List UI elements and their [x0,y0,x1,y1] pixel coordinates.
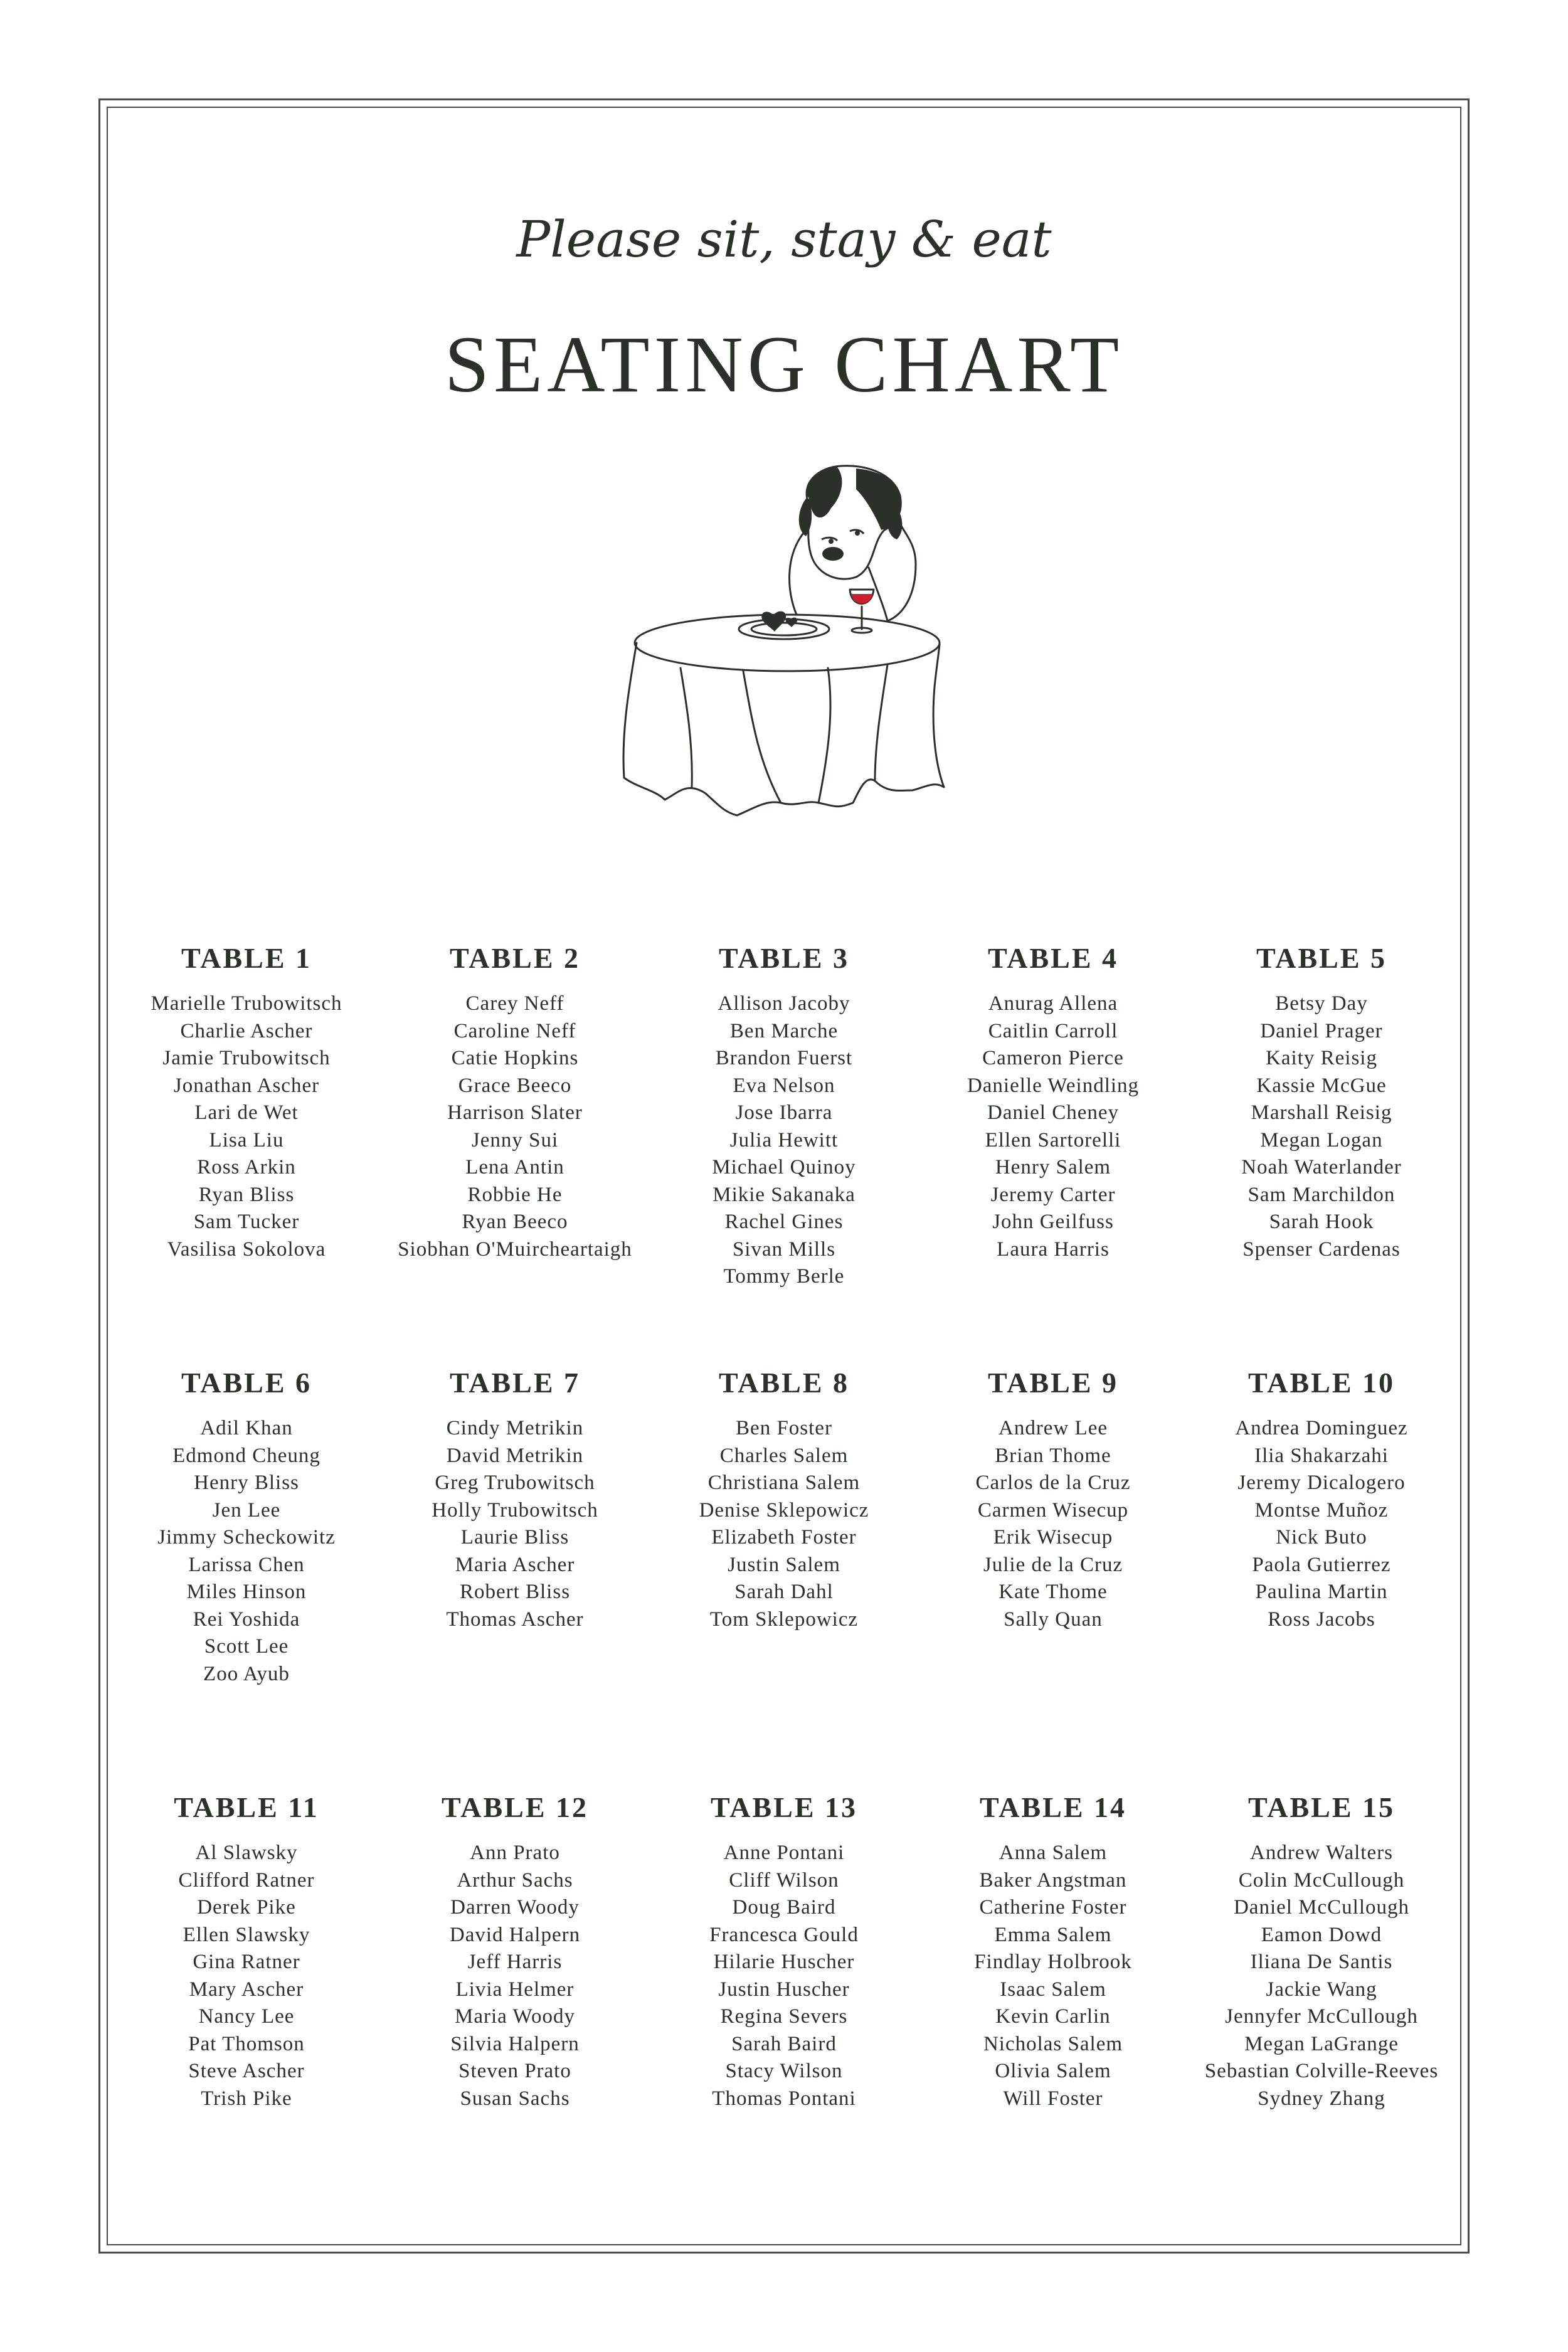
guest-list [380,990,650,1263]
guest-name: Anne Pontani [723,1841,845,1864]
guest-name: David Metrikin [446,1444,584,1467]
table-11 [112,1788,381,2112]
page-title: SEATING CHART [444,320,1124,409]
guest-name: Jose Ibarra [735,1101,833,1124]
guest-name: Marshall Reisig [1251,1101,1392,1124]
guest-name: Erik Wisecup [993,1526,1113,1549]
guest-name: Paola Gutierrez [1252,1553,1391,1576]
guest-name: Noah Waterlander [1241,1156,1402,1179]
guest-name: Carmen Wisecup [977,1498,1129,1522]
guest-name: Carey Neff [465,992,564,1015]
guest-name: Silvia Halpern [450,2032,580,2055]
table-9 [918,1364,1188,1633]
guest-name: Susan Sachs [460,2087,570,2110]
guest-name: Pat Thomson [188,2032,305,2055]
guest-name: Eva Nelson [733,1074,835,1097]
guest-name: Grace Beeco [458,1074,572,1097]
guest-name: Kevin Carlin [995,2005,1111,2028]
guest-name: Thomas Pontani [712,2087,856,2110]
guest-name: Megan LaGrange [1244,2032,1399,2055]
guest-name: Nick Buto [1276,1526,1367,1549]
guest-list [649,1415,919,1633]
guest-name: Sally Quan [1004,1608,1103,1631]
guest-list [380,1840,650,2112]
table-2 [380,939,650,1263]
guest-name: Zoo Ayub [203,1662,290,1685]
guest-name: Arthur Sachs [457,1868,573,1892]
guest-name: Sivan Mills [732,1237,836,1261]
guest-name: Ryan Beeco [462,1210,568,1233]
guest-list [112,1840,381,2112]
guest-name: Sarah Baird [731,2032,837,2055]
table-heading: TABLE 13 [710,1791,858,1823]
guest-list [380,1415,650,1633]
guest-name: Jeff Harris [467,1951,563,1973]
guest-name: Rei Yoshida [193,1608,300,1631]
guest-name: Ben Foster [736,1417,832,1439]
guest-name: Robbie He [467,1183,563,1206]
guest-name: Lari de Wet [194,1101,299,1124]
guest-name: Clifford Ratner [178,1868,315,1892]
guest-name: Maria Woody [455,2005,575,2028]
guest-name: Holly Trubowitsch [432,1498,598,1522]
guest-name: Steve Ascher [188,2060,305,2082]
guest-name: Robert Bliss [459,1581,571,1603]
guest-name: Justin Salem [728,1553,840,1576]
guest-name: Siobhan O'Muircheartaigh [398,1237,632,1261]
table-heading: TABLE 10 [1248,1367,1396,1399]
table-heading: TABLE 8 [718,1367,850,1399]
guest-name: Anurag Allena [988,992,1118,1015]
guest-name: David Halpern [449,1923,581,1946]
guest-name: Jamie Trubowitsch [162,1047,331,1069]
guest-name: Laurie Bliss [460,1526,569,1549]
guest-name: Trish Pike [201,2087,292,2110]
guest-name: John Geilfuss [992,1210,1114,1233]
guest-name: Jimmy Scheckowitz [157,1526,336,1549]
guest-name: Christiana Salem [707,1471,861,1494]
guest-name: Catherine Foster [979,1896,1127,1919]
guest-name: Olivia Salem [995,2060,1111,2082]
guest-name: Sam Tucker [193,1210,300,1233]
table-12 [380,1788,650,2112]
guest-name: Edmond Cheung [172,1444,320,1467]
guest-name: Kaity Reisig [1266,1047,1377,1069]
table-heading: TABLE 1 [181,942,312,974]
guest-name: Caroline Neff [453,1019,576,1042]
table-6 [112,1364,381,1688]
guest-name: Findlay Holbrook [974,1951,1132,1973]
table-1 [112,939,381,1263]
table-heading: TABLE 5 [1256,942,1387,974]
guest-name: Miles Hinson [186,1581,307,1603]
table-heading: TABLE 3 [718,942,850,974]
guest-name: Sebastian Colville-Reeves [1204,2060,1439,2082]
guest-name: Colin McCullough [1238,1868,1405,1892]
guest-name: Harrison Slater [447,1101,583,1124]
guest-name: Allison Jacoby [718,992,850,1015]
guest-name: Tom Sklepowicz [709,1608,859,1631]
guest-name: Betsy Day [1275,992,1368,1015]
guest-list [112,1415,381,1688]
guest-name: Caitlin Carroll [988,1019,1118,1042]
guest-name: Ellen Sartorelli [985,1128,1121,1152]
guest-name: Sydney Zhang [1258,2087,1385,2110]
table-5 [1187,939,1456,1263]
guest-name: Jenny Sui [471,1128,559,1152]
table-10 [1187,1364,1456,1633]
guest-name: Jeremy Carter [990,1183,1116,1206]
guest-name: Laura Harris [997,1237,1110,1261]
guest-name: Emma Salem [994,1923,1112,1946]
guest-name: Eamon Dowd [1261,1923,1382,1946]
guest-name: Rachel Gines [724,1210,844,1233]
guest-name: Mikie Sakanaka [712,1183,856,1206]
table-8 [649,1364,919,1633]
guest-name: Danielle Weindling [967,1074,1140,1097]
guest-name: Thomas Ascher [446,1608,584,1631]
guest-name: Larissa Chen [188,1553,305,1576]
table-heading: TABLE 4 [987,942,1119,974]
guest-name: Cliff Wilson [729,1868,839,1892]
guest-name: Cindy Metrikin [446,1417,584,1439]
guest-name: Spenser Cardenas [1242,1237,1401,1261]
guest-name: Vasilisa Sokolova [167,1237,326,1261]
guest-name: Will Foster [1003,2087,1103,2110]
guest-name: Kate Thome [999,1581,1108,1603]
guest-name: Brian Thome [995,1444,1111,1467]
guest-name: Baker Angstman [979,1868,1127,1892]
guest-name: Darren Woody [450,1896,580,1919]
guest-list [1187,1415,1456,1633]
guest-name: Justin Huscher [718,1978,850,2001]
guest-name: Jackie Wang [1266,1978,1377,2001]
guest-name: Jen Lee [212,1498,281,1522]
guest-name: Jonathan Ascher [173,1074,320,1097]
guest-name: Jennyfer McCullough [1225,2005,1418,2028]
guest-name: Daniel Prager [1260,1019,1383,1042]
guest-name: Gina Ratner [193,1951,300,1973]
guest-name: Michael Quinoy [712,1156,856,1179]
table-13 [649,1788,919,2112]
table-4 [918,939,1188,1263]
guest-name: Ross Arkin [197,1156,296,1179]
guest-name: Al Slawsky [195,1841,298,1864]
table-heading: TABLE 7 [449,1367,581,1399]
table-heading: TABLE 11 [174,1791,319,1823]
guest-list [1187,1840,1456,2112]
table-heading: TABLE 6 [181,1367,312,1399]
guest-list [1187,990,1456,1263]
guest-name: Megan Logan [1260,1128,1383,1152]
guest-name: Julia Hewitt [729,1128,839,1152]
guest-name: Andrea Dominguez [1235,1417,1408,1439]
guest-name: Daniel Cheney [987,1101,1120,1124]
guest-name: Ben Marche [729,1019,839,1042]
table-heading: TABLE 14 [979,1791,1127,1823]
guest-name: Charlie Ascher [180,1019,313,1042]
guest-name: Anna Salem [999,1841,1108,1864]
table-heading: TABLE 2 [449,942,581,974]
guest-name: Daniel McCullough [1233,1896,1410,1919]
guest-name: Andrew Walters [1250,1841,1393,1864]
guest-list [649,990,919,1291]
guest-name: Isaac Salem [1000,1978,1106,2001]
table-15 [1187,1788,1456,2112]
table-7 [380,1364,650,1633]
guest-name: Julie de la Cruz [983,1553,1123,1576]
guest-name: Mary Ascher [189,1978,304,2001]
guest-name: Denise Sklepowicz [699,1498,869,1522]
guest-list [918,1840,1188,2112]
guest-name: Ellen Slawsky [183,1923,310,1946]
guest-name: Ryan Bliss [198,1183,295,1206]
table-heading: TABLE 15 [1248,1791,1396,1823]
guest-name: Carlos de la Cruz [975,1471,1131,1494]
guest-name: Jeremy Dicalogero [1237,1471,1406,1494]
guest-name: Henry Salem [995,1156,1111,1179]
guest-list [649,1840,919,2112]
guest-name: Iliana De Santis [1250,1951,1393,1973]
guest-name: Maria Ascher [455,1553,575,1576]
guest-name: Paulina Martin [1255,1581,1388,1603]
subtitle: Please sit, stay & eat [516,210,1052,268]
guest-name: Kassie McGue [1256,1074,1387,1097]
guest-name: Adil Khan [200,1417,293,1439]
guest-name: Regina Severs [720,2005,848,2028]
guest-name: Sarah Dahl [734,1581,834,1603]
guest-name: Doug Baird [732,1896,836,1919]
guest-list [112,990,381,1263]
guest-name: Montse Muñoz [1254,1498,1389,1522]
guest-name: Charles Salem [719,1444,849,1467]
guest-name: Tommy Berle [723,1265,845,1288]
guest-name: Sarah Hook [1269,1210,1374,1233]
guest-name: Stacy Wilson [725,2060,843,2082]
guest-name: Francesca Gould [709,1923,859,1946]
guest-name: Lisa Liu [209,1128,284,1152]
guest-name: Catie Hopkins [451,1047,579,1069]
guest-name: Brandon Fuerst [715,1047,853,1069]
table-heading: TABLE 9 [987,1367,1119,1399]
guest-name: Scott Lee [204,1635,289,1658]
guest-name: Nicholas Salem [983,2032,1123,2055]
guest-name: Henry Bliss [194,1471,299,1494]
guest-name: Elizabeth Foster [711,1526,857,1549]
guest-name: Livia Helmer [455,1978,575,2001]
guest-name: Greg Trubowitsch [435,1471,595,1494]
guest-name: Derek Pike [197,1896,296,1919]
guest-name: Hilarie Huscher [713,1951,855,1973]
guest-list [918,1415,1188,1633]
guest-name: Sam Marchildon [1248,1183,1396,1206]
guest-name: Ann Prato [470,1841,560,1864]
guest-name: Ross Jacobs [1268,1608,1375,1631]
guest-name: Andrew Lee [998,1417,1108,1439]
guest-name: Marielle Trubowitsch [151,992,342,1015]
table-3 [649,939,919,1291]
guest-name: Steven Prato [458,2060,571,2082]
table-heading: TABLE 12 [441,1791,589,1823]
table-14 [918,1788,1188,2112]
guest-list [918,990,1188,1263]
guest-name: Lena Antin [465,1156,564,1179]
guest-name: Nancy Lee [198,2005,295,2028]
guest-name: Ilia Shakarzahi [1254,1444,1389,1467]
guest-name: Cameron Pierce [982,1047,1124,1069]
